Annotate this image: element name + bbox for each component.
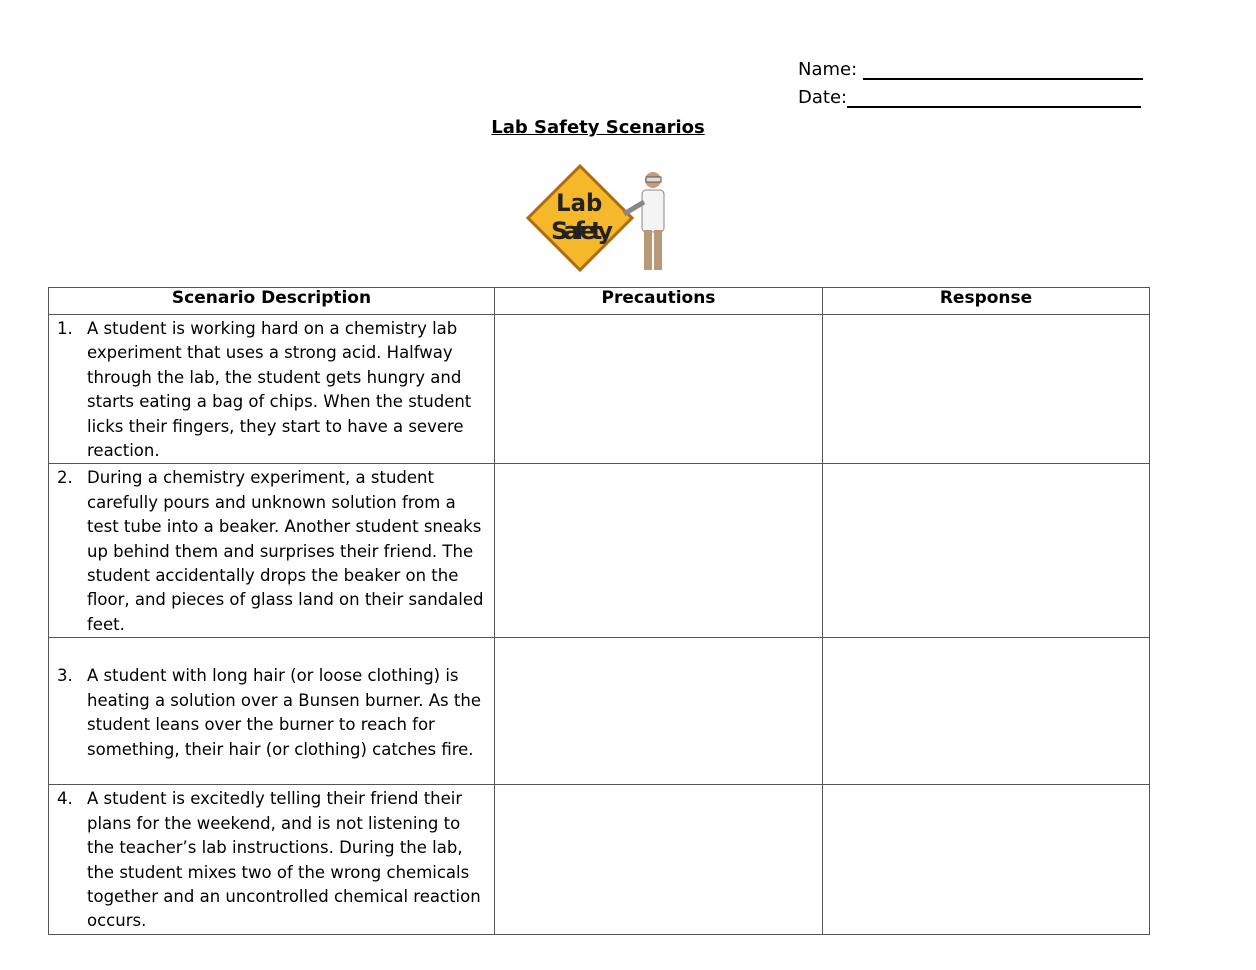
precautions-cell[interactable] <box>495 785 823 934</box>
table-row <box>49 315 1150 464</box>
name-label: Name: <box>798 59 858 80</box>
response-cell[interactable] <box>823 464 1150 638</box>
scenario-cell <box>49 638 495 785</box>
scenario-number: 2. <box>57 468 73 488</box>
precautions-cell[interactable] <box>495 315 823 464</box>
scenario-text: A student with long hair (or loose clothing) is heating a solution over a Bunsen burner. As the student leans over the burner to reach for something, their hair (or clothing) catches fire. <box>87 666 481 759</box>
date-field[interactable] <box>798 86 1141 108</box>
column-header-response: Response <box>823 288 1150 315</box>
response-cell[interactable] <box>823 315 1150 464</box>
date-line[interactable] <box>847 86 1141 108</box>
lab-safety-logo <box>526 162 671 277</box>
scenario-cell <box>49 315 495 464</box>
scenarios-table <box>48 287 1150 935</box>
date-label: Date: <box>798 87 848 108</box>
column-header-scenario: Scenario Description <box>49 288 495 315</box>
table-row <box>49 785 1150 934</box>
table-header-row <box>49 288 1150 315</box>
table-row <box>49 638 1150 785</box>
column-header-precautions: Precautions <box>495 288 823 315</box>
precautions-cell[interactable] <box>495 464 823 638</box>
response-cell[interactable] <box>823 785 1150 934</box>
svg-text:Lab: Lab <box>556 188 603 218</box>
scenario-cell <box>49 464 495 638</box>
scenario-number: 3. <box>57 666 73 686</box>
svg-text:Safety: Safety <box>551 217 613 245</box>
scenario-cell <box>49 785 495 934</box>
table-row <box>49 464 1150 638</box>
scenario-text: A student is working hard on a chemistry lab experiment that uses a strong acid. Halfway through the lab, the student gets hungry and starts eating a bag of chips. When the student licks their fingers, they start to have a severe reaction. <box>87 319 472 461</box>
name-field[interactable] <box>798 58 1143 80</box>
scenario-text: A student is excitedly telling their friend their plans for the weekend, and is not listening to the teacher’s lab instructions. During the lab, the student mixes two of the wrong chemicals together and an uncontrolled chemical reaction occurs. <box>87 789 481 931</box>
scenario-text: During a chemistry experiment, a student carefully pours and unknown solution from a test tube into a beaker. Another student sneaks up behind them and surprises their friend. The student accidentally drops the beaker on the floor, and pieces of glass land on their sandaled feet. <box>87 468 484 634</box>
scenario-number: 4. <box>57 789 73 809</box>
page-title: Lab Safety Scenarios <box>491 117 705 138</box>
precautions-cell[interactable] <box>495 638 823 785</box>
name-line[interactable] <box>863 58 1143 80</box>
response-cell[interactable] <box>823 638 1150 785</box>
scenario-number: 1. <box>57 319 73 338</box>
